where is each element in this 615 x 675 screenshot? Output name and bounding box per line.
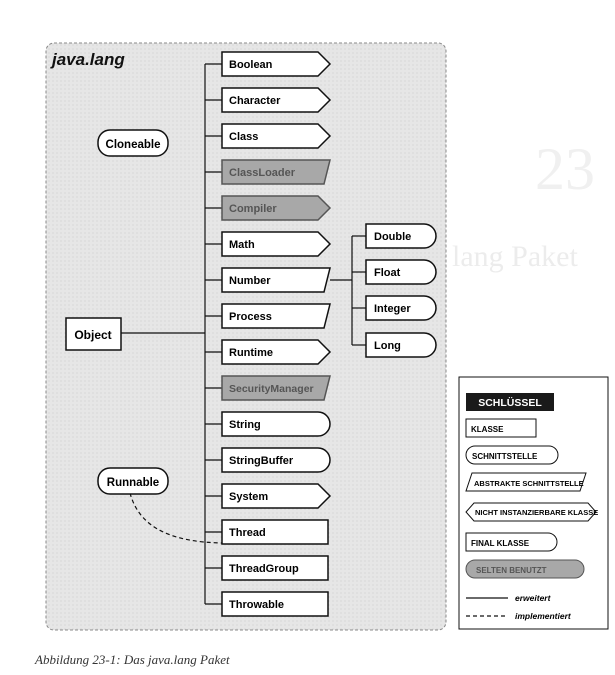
classloader-class[interactable] <box>222 160 330 184</box>
legend-implements-label: implementiert <box>515 611 571 621</box>
cloneable-interface[interactable] <box>98 130 168 156</box>
long-label: Long <box>374 340 401 352</box>
legend <box>459 377 608 629</box>
throwable-class[interactable] <box>222 592 328 616</box>
float-class[interactable] <box>366 260 436 284</box>
double-class[interactable] <box>366 224 436 248</box>
character-class[interactable] <box>222 88 330 112</box>
package-title: java.lang <box>52 50 125 69</box>
boolean-class[interactable] <box>222 52 330 76</box>
securitymanager-class[interactable] <box>222 376 330 400</box>
thread-class[interactable] <box>222 520 328 544</box>
runtime-class[interactable] <box>222 340 330 364</box>
stringbuffer-label: StringBuffer <box>229 455 294 467</box>
boolean-label: Boolean <box>229 59 273 71</box>
legend-final-label: FINAL KLASSE <box>471 539 530 548</box>
character-label: Character <box>229 95 281 107</box>
legend-abstract-label: ABSTRAKTE SCHNITTSTELLE <box>474 479 584 488</box>
background-heading: lang Paket <box>452 240 578 273</box>
classloader-label: ClassLoader <box>229 167 296 179</box>
legend-title: SCHLÜSSEL <box>478 397 542 409</box>
math-label: Math <box>229 239 255 251</box>
stringbuffer-class[interactable] <box>222 448 330 472</box>
long-class[interactable] <box>366 333 436 357</box>
legend-noninstantiable-label: NICHT INSTANZIERBARE KLASSE <box>475 508 599 517</box>
runnable-interface[interactable] <box>98 468 168 494</box>
legend-rarely-label: SELTEN BENUTZT <box>476 566 547 575</box>
class-label: Class <box>229 131 259 143</box>
integer-class[interactable] <box>366 296 436 320</box>
legend-interface-label: SCHNITTSTELLE <box>472 452 538 461</box>
system-label: System <box>229 491 269 503</box>
threadgroup-label: ThreadGroup <box>229 563 299 575</box>
threadgroup-class[interactable] <box>222 556 328 580</box>
legend-class-label: KLASSE <box>471 425 504 434</box>
integer-label: Integer <box>374 303 411 315</box>
process-label: Process <box>229 311 272 323</box>
number-label: Number <box>229 275 271 287</box>
string-class[interactable] <box>222 412 330 436</box>
class-class[interactable] <box>222 124 330 148</box>
legend-extends-label: erweitert <box>515 593 551 603</box>
object-class[interactable] <box>66 318 121 350</box>
system-class[interactable] <box>222 484 330 508</box>
string-label: String <box>229 419 261 431</box>
object-label: Object <box>74 328 112 342</box>
float-label: Float <box>374 267 401 279</box>
compiler-class[interactable] <box>222 196 330 220</box>
figure-caption: Abbildung 23-1: Das java.lang Paket <box>35 652 230 667</box>
background-chapter-number: 23 <box>535 136 595 202</box>
number-class[interactable] <box>222 268 330 292</box>
runnable-label: Runnable <box>106 477 160 489</box>
compiler-label: Compiler <box>229 203 277 215</box>
runtime-label: Runtime <box>229 347 273 359</box>
cloneable-label: Cloneable <box>105 139 161 151</box>
math-class[interactable] <box>222 232 330 256</box>
throwable-label: Throwable <box>229 599 285 611</box>
securitymanager-label: SecurityManager <box>229 383 314 395</box>
thread-label: Thread <box>229 527 266 539</box>
double-label: Double <box>374 231 412 243</box>
process-class[interactable] <box>222 304 330 328</box>
